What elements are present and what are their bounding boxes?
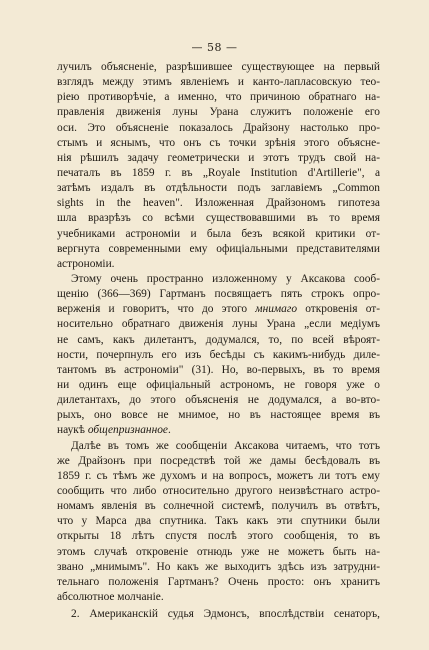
text-line: же Драйзонъ при посредствѣ той же дамы бесѣдовалъ въ (57, 454, 380, 467)
text-line: щенію (366—369) Гартманъ посвящаетъ пять строкъ опро- (57, 288, 380, 301)
paragraph-1 (57, 60, 380, 272)
text-line: верженія и говоритъ, что до этого мнимаго откровенія от- (57, 303, 381, 316)
text-line: Далѣе въ томъ же сообщеніи Аксакова читаемъ, что тотъ (71, 439, 380, 452)
text-line: стымъ и яснымъ, что онъ съ точки зрѣнія этого объясне- (57, 136, 380, 149)
text-line: нія рѣшилъ задачу геометрически и этотъ трудъ свой на- (57, 151, 380, 164)
emphasized-word: мнимаго (255, 303, 298, 316)
paragraph-3 (57, 439, 380, 606)
text-line: рыхъ, оно вовсе не мнимое, но въ настоящее время въ (57, 409, 380, 422)
text-line: учебниками астрономіи и была безъ всякой критики от- (57, 227, 380, 240)
text-line: шла вразрѣзъ со всѣми существовавшими въ то время (57, 212, 380, 225)
text-line: оси. Это объясненіе показалось Драйзону настолько про- (57, 121, 380, 134)
text-line: тельнаго положенія Гартманъ? Очень просто: онъ хранитъ (57, 575, 380, 588)
text-line: вергнута современными ему офиціальными представителями (57, 242, 380, 255)
text-line: звано „мнимымъ". Но какъ же выходитъ здѣсь изъ затрудни- (57, 560, 380, 573)
text-line: не самъ, какъ дилетантъ, додумался, то, по всей вѣроят- (57, 333, 380, 346)
text-line: носительно обратнаго движенія луны Урана „если медіумъ (57, 318, 380, 331)
text-line: печаталъ въ 1859 г. въ „Royale Institution d'Artillerie", а (57, 166, 380, 179)
text-line: ріею противорѣчіе, а именно, что причиною обратнаго на- (57, 91, 380, 104)
paragraph-4 (57, 607, 380, 622)
text-line: что у Марса два спутника. Такъ какъ эти спутники были (57, 515, 380, 528)
text-line: правленія движенія луны Урана служитъ положеніе его (57, 106, 380, 119)
text-line: астрономіи. (57, 257, 115, 270)
text-line: абсолютное молчаніе. (57, 590, 164, 603)
page-text (57, 60, 380, 622)
text-line: Этому очень пространно изложенному у Аксакова сооб- (71, 272, 380, 285)
text-line: открыты 18 лѣтъ спустя послѣ этого сообщенія, то въ (57, 530, 380, 543)
text-line: этомъ случаѣ откровеніе отнюдь уже не можетъ быть на- (57, 545, 380, 558)
text-line: ни одинъ еще офиціальный астрономъ, не говоря уже о (57, 378, 380, 391)
text-line: взглядъ между этимъ явленіемъ и канто-лапласовскую тео- (57, 76, 380, 89)
text-line: ности, почерпнулъ его изъ бесѣды съ какимъ-нибудь диле- (57, 348, 380, 361)
text-line: тантомъ въ астрономіи" (31). Но, во-первыхъ, въ то время (57, 363, 380, 376)
text-line: 2. Американскій судья Эдмонсъ, впослѣдствіи сенаторъ, (71, 608, 380, 621)
text-line: дилетантахъ, до этого объясненія не додумался, а во-вто- (57, 394, 380, 407)
page-number: — 58 — (191, 41, 238, 54)
text-line: сообщить что либо относительно другого неизвѣстнаго астро- (57, 484, 380, 497)
text-line: sights in the heaven". Изложенная Драйзономъ гипотеза (57, 197, 380, 210)
emphasized-word: общепризнанное (87, 424, 168, 437)
text-line: номамъ явленія въ солнечной системѣ, получилъ въ отвѣтъ, (57, 500, 380, 513)
paragraph-2 (57, 272, 380, 439)
text-line: лучилъ объясненіе, разрѣшившее существующее на первый (57, 61, 380, 73)
text-line: наукѣ общепризнанное. (57, 424, 171, 437)
text-line: затѣмъ издалъ въ отдѣльности подъ заглавіемъ „Common (57, 182, 380, 195)
text-line: 1859 г. съ тѣмъ же духомъ и на вопросъ, можетъ ли тотъ ему (57, 469, 380, 482)
